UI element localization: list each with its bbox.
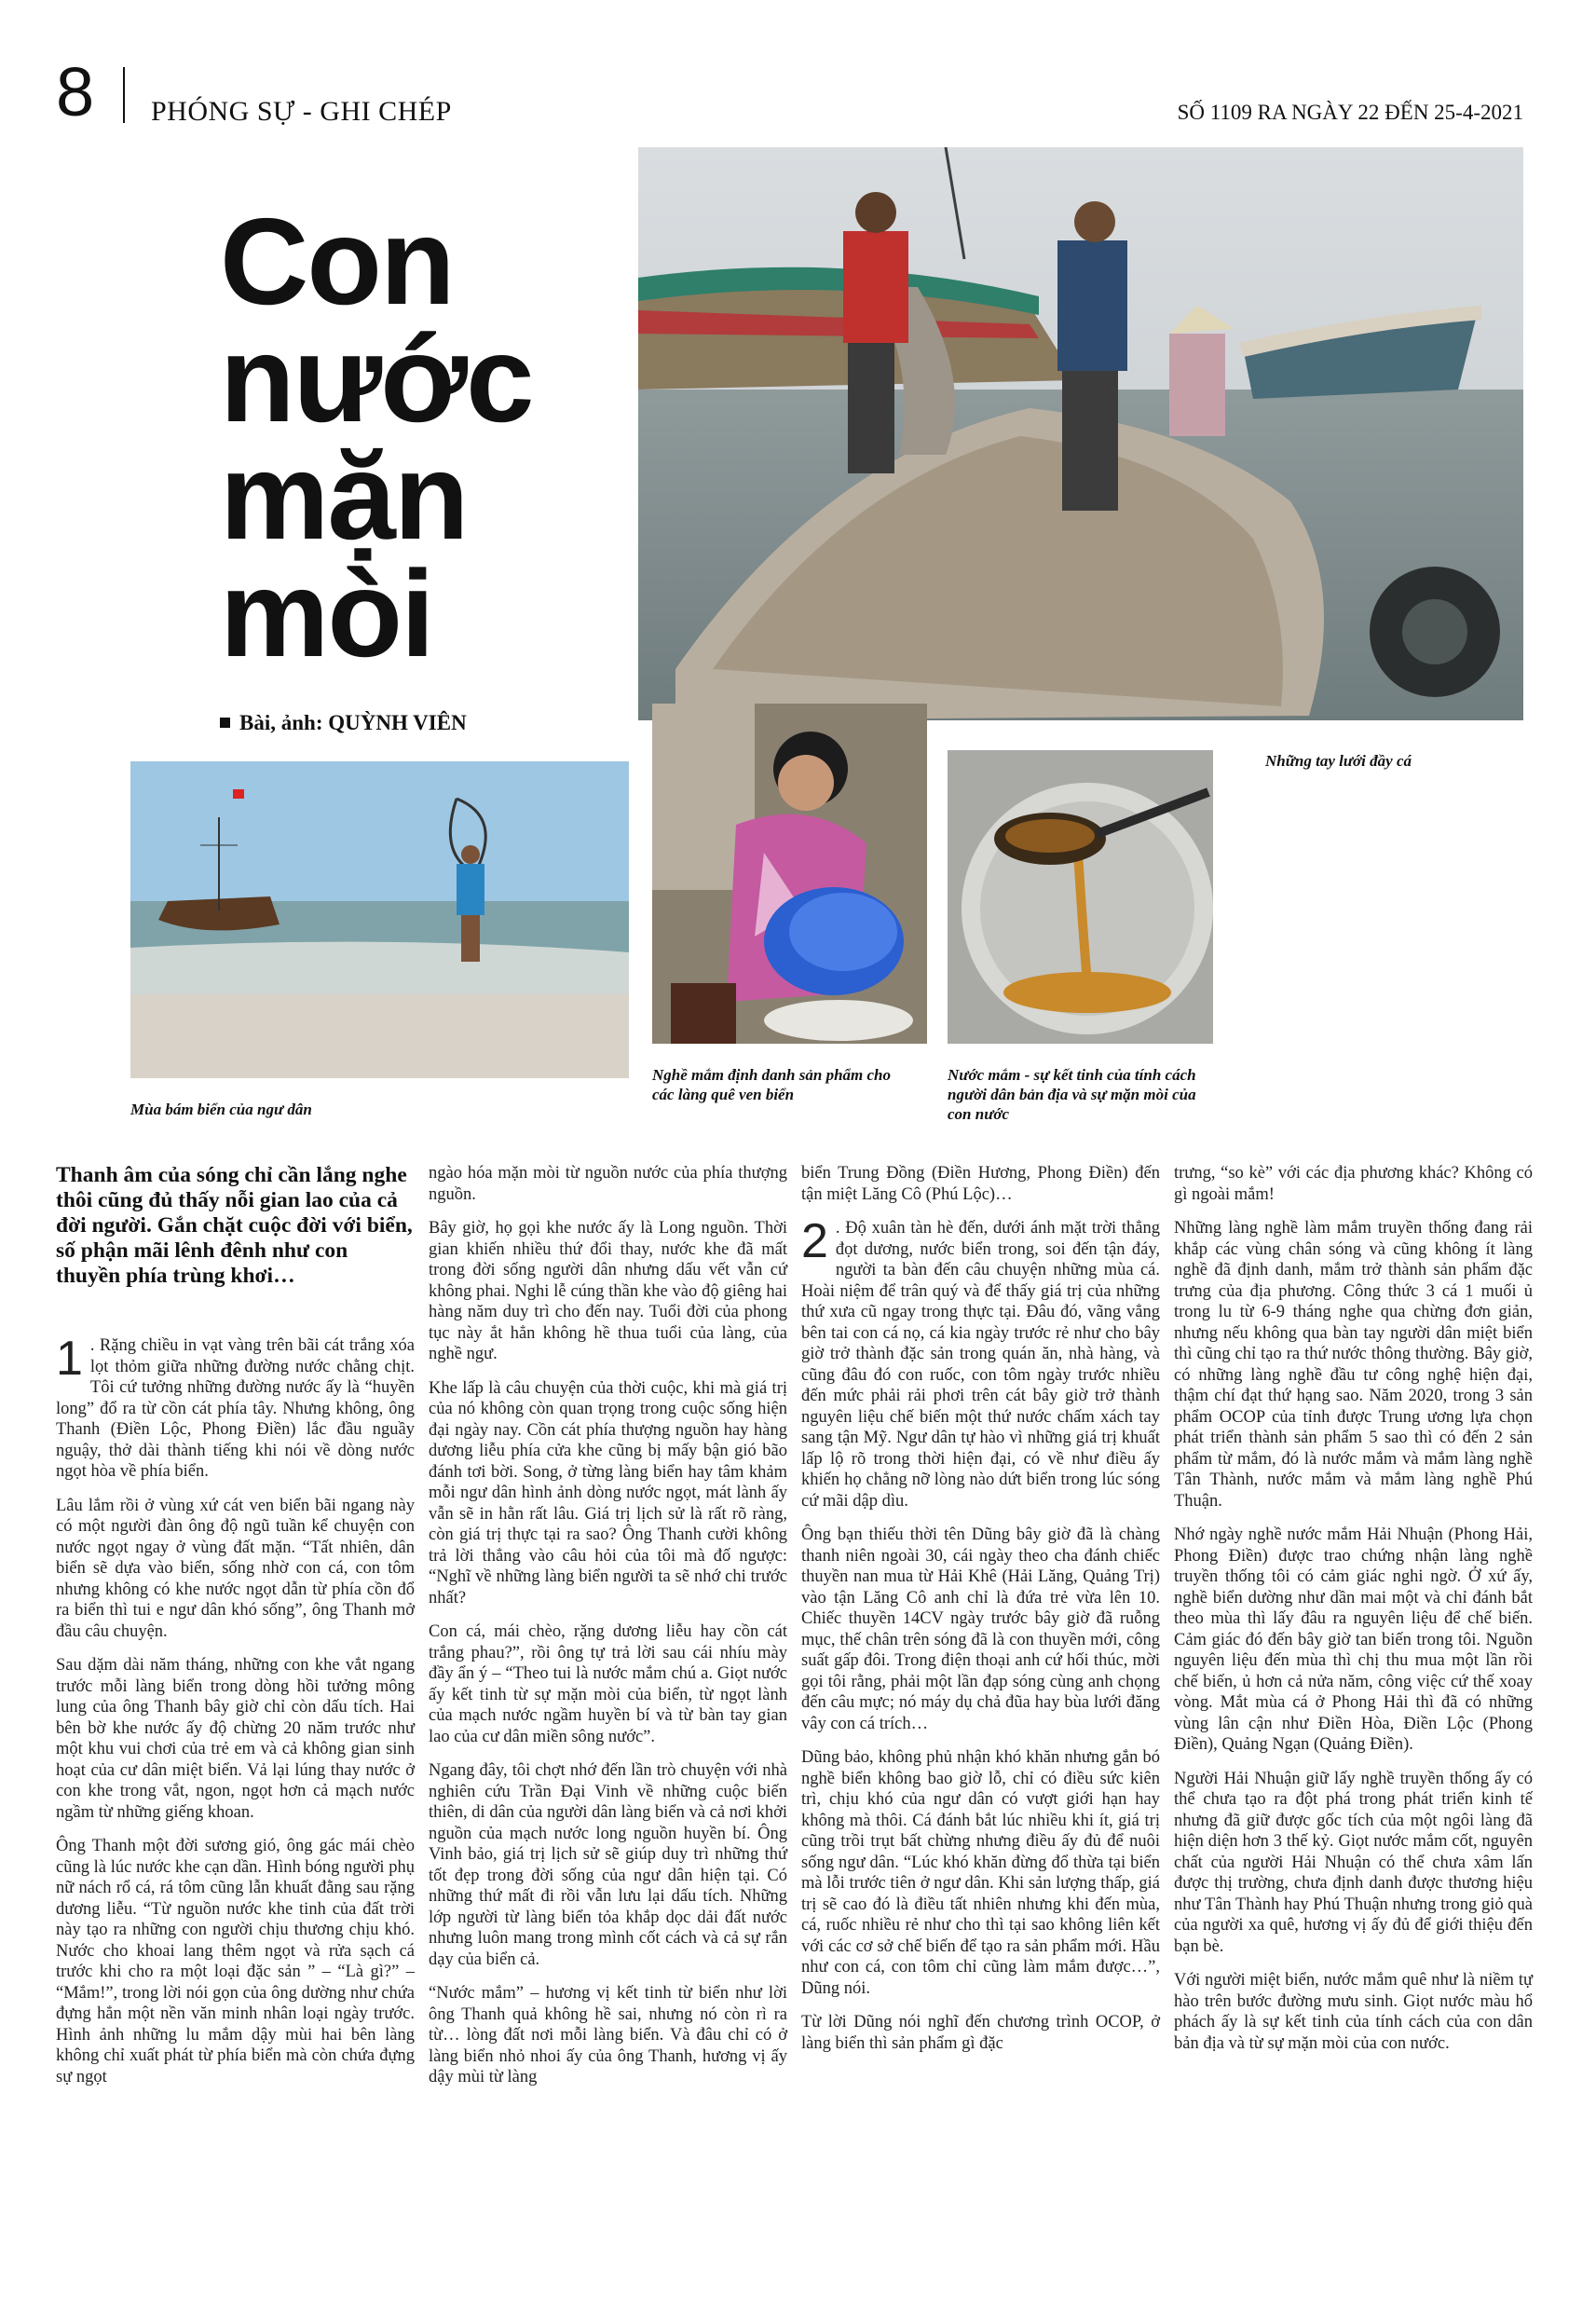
byline (220, 711, 467, 735)
caption-beach: Mùa bám biển của ngư dân (130, 1101, 312, 1118)
bullet-square-icon (220, 718, 230, 728)
section-number: 1 (56, 1332, 83, 1386)
article-paragraph: Nhớ ngày nghề nước mắm Hải Nhuận (Phong Hải, Phong Điền) được trao chứng nhận làng nghề truyền thống tôi có cảm giác nghi ngờ. Ở xứ ấy, nghề biển dường như dần mai một và chỉ đánh bắt theo mùa thì lấy đâu ra nguyên liệu để chế biến. Cảm giác đó đến bây giờ tan biến trong tôi. Nguồn nguyên liệu đến mùa thì chị thu mua một lần rồi chế biến, ủ hơn cả nửa năm, công việc cứ thế xoay vòng. Mắt mùa cá ở Phong Hải thì đã có những vùng lân cận như Điền Hòa, Điền Lộc (Phong Điền), Quảng Ngạn (Quảng Điền). (1174, 1525, 1533, 1754)
article-paragraph: Con cá, mái chèo, rặng dương liễu hay cồn cát trắng phau?”, rồi ông tự trả lời sau cái nhíu mày đầy ẩn ý – “Theo tui là nước mắm chú a. Giọt nước ấy kết tinh từ sự mặn mòi của biển, từ ngọt lành của mạch nước ngầm huyền bí và từ bàn tay gian lao của cư dân miền sông nước”. (429, 1622, 787, 1746)
title-line: mặn (220, 428, 468, 565)
section-number: 2 (801, 1214, 828, 1268)
article-paragraph: Ngang đây, tôi chợt nhớ đến lần trò chuyện với nhà nghiên cứu Trần Đại Vinh về những cuộc biến thiên, di dân của người dân làng biển và cả nơi khởi nguồn của mạch nước long nguồn huyền bí. Ông Vinh bảo, giá trị lịch sử sẽ giúp duy trì những thứ tốt đẹp trong đời sống của ngư dân hiện tại. Có những thứ mất đi rồi vẫn lưu lại dấu tích. Những lớp người từ làng biển tỏa khắp dọc dải đất nước nhưng luôn mang trong mình cốt cách và cả sự rắn dạy của biển cả. (429, 1761, 787, 1969)
title-line: mòi (220, 545, 433, 682)
article-paragraph: Sau dặm dài năm tháng, những con khe vắt ngang trước mỗi làng biển trong dòng hồi tưởng mông lung của ông Thanh bây giờ chỉ còn dấu tích. Hai bên bờ khe nước ấy độ chừng 20 năm trước như một khu vui chơi của trẻ em và cả không gian sinh hoạt của cư dân miệt biển. Vả lại lúng thay nước ở con khe trong vắt, ngon, ngọt hơn cả mạch nước ngầm từ những giếng khoan. (56, 1656, 415, 1822)
title-line: nước (220, 310, 533, 447)
article-paragraph: biển Trung Đồng (Điền Hương, Phong Điền) đến tận miệt Lăng Cô (Phú Lộc)… (801, 1164, 1160, 1204)
photo-fishermen (638, 147, 1523, 720)
article-paragraph: Khe lấp là câu chuyện của thời cuộc, khi mà giá trị của nó không còn quan trọng trong cuộc sống hiện đại ngày nay. Cồn cát phía thượng nguồn hay hàng dương liễu phía cửa khe cũng bị mấy bận gió bão đánh tơi bời. Song, ở từng làng biển hay tâm khảm mỗi ngư dân hình ảnh dòng nước ngọt, mát lành ấy vẫn sẽ in hằn rất lâu. Giá trị lịch sử là rất rõ ràng, còn giá trị thực tại ra sao? Ông Thanh cười không trả lời thẳng vào câu hỏi của tôi mà đố ngược: “Nghĩ về những làng biển người ta sẽ nhớ chi trước nhất? (429, 1378, 787, 1607)
photo-fish-sauce (948, 750, 1213, 1044)
issue-info: SỐ 1109 RA NGÀY 22 ĐẾN 25-4-2021 (1177, 101, 1523, 124)
article-paragraph: Người Hải Nhuận giữ lấy nghề truyền thống ấy có thể chưa tạo ra đột phá trong phát triển kinh tế nhưng đã giữ được gốc tích của một ngôi làng đã hiện diện hơn 3 thế kỷ. Giọt nước mắm cốt, nguyên chất của người Hải Nhuận có thể chưa xâm lấn được thị trường, chưa định danh được thương hiệu như Tân Thành hay Phú Thuận nhưng trong giỏ quà của người xa quê, hương vị ấy đủ để giới thiệu đến bạn bè. (1174, 1769, 1533, 1956)
article-paragraph: Bây giờ, họ gọi khe nước ấy là Long nguồn. Thời gian khiến nhiều thứ đổi thay, nước khe đã mất trong đời sống người dân nhưng dấu vết vẫn cứ không phai. Nghi lễ cúng thần khe vào độ giêng hai hàng năm duy trì cho đến nay. Tuổi đời của phong tục này ắt hẳn không hề thua tuổi của làng, của nghề ngư. (429, 1219, 787, 1363)
page-number: 8 (56, 53, 95, 130)
article-paragraph: Với người miệt biển, nước mắm quê như là niềm tự hào trên bước đường mưu sinh. Giọt nước màu hổ phách ấy là sự kết tinh của tính cách của con dân bản địa và từ sự mặn mòi của con nước. (1174, 1971, 1533, 2053)
article-lead: Thanh âm của sóng chỉ cần lắng nghe thôi cũng đủ thấy nỗi gian lao của cả đời người. Gắn chặt cuộc đời với biển, số phận mãi lênh đênh như con thuyền phía trùng khơi… (56, 1163, 413, 1288)
paragraph-text: . Độ xuân tàn hè đến, dưới ánh mặt trời thẳng đọt dương, nước biển trong, soi đến tận đáy, người ta bàn đến câu chuyện những mùa cá. Hoài niệm để trân quý và để thấy giá trị của những thứ xưa cũ ngay trong thực tại. Đâu đó, vãng vẳng bên tai con cá nọ, cá kia ngày trước rẻ như cho bây giờ trở thành đặc sản trong quán ăn, nhà hàng, và cũng đâu đó con ruốc, con tôm ngày trước nhiều đến mức phải rải phơi trên cát bây giờ trở thành nguyên liệu chế biến một thứ nước chấm xách tay sang tận Mỹ. Ngư dân tự hào vì những giá trị khuất lấp lộ rõ trong thời hiện đại, có về như điều ấy khiến họ chẳng nỡ lòng nào dứt biển trong lúc sóng cứ mãi dập dìu. (801, 1219, 1160, 1511)
article-paragraph: Ông Thanh một đời sương gió, ông gác mái chèo cũng là lúc nước khe cạn dần. Hình bóng người phụ nữ nách rổ cá, rá tôm cũng lẫn khuất đằng sau rặng dương liễu. “Từ nguồn nước khe tinh của đất trời này tạo ra những con người chịu thương chịu khó. Nước cho khoai lang thêm ngọt và rửa sạch cá trước khi cho ra một loại đặc sản ” – “Là gì?” – “Mắm!”, trong lời nói gọn của ông dường như chứa đựng hẳn một nền văn minh nhân loại ngày trước. Hình ảnh những lu mắm dậy mùi hai bên làng không chỉ xuất phát từ phía biển mà còn chứa đựng sự ngọt (56, 1837, 415, 2086)
article-paragraph: Lâu lắm rồi ở vùng xứ cát ven biển bãi ngang này có một người đàn ông độ ngũ tuần kể chuyện con nước ngọt ngay ở vùng đất mặn. “Tất nhiên, dân biển sẽ dựa vào biển, sống nhờ con cá, con tôm nhưng không có khe nước ngọt dẫn từ phía cồn đổ ra biển thì tui e ngư dân khó sống”, ông Thanh mở đầu câu chuyện. (56, 1496, 415, 1641)
article-paragraph (801, 1214, 1160, 1512)
article-paragraph: ngào hóa mặn mòi từ nguồn nước của phía thượng nguồn. (429, 1164, 787, 1204)
article-column-1 (56, 1163, 415, 2100)
byline-text: Bài, ảnh: QUỲNH VIÊN (239, 711, 467, 734)
article-paragraph: Ông bạn thiếu thời tên Dũng bây giờ đã là chàng thanh niên ngoài 30, cái ngày theo cha đánh chiếc thuyền nan mua từ Hải Khê (Hải Lăng, Quảng Trị) vào tận Lăng Cô anh chỉ là đứa trẻ vừa lên 10. Chiếc thuyền 14CV ngày trước bây giờ đã ruỗng mục, thế chân trên sóng đã là con thuyền mới, công suất gấp đôi. Trong điện thoại anh cứ hối thúc, mời gọi tôi rằng, phải một lần đạp sóng cùng anh chọng đến câu mực; nó máy dụ chả đũa hay bùa lưới đăng vây con cá trích… (801, 1525, 1160, 1733)
caption-fishermen: Những tay lưới đầy cá (1265, 752, 1412, 770)
title-line: Con (220, 193, 454, 330)
caption-fish-sauce: Nước mắm - sự kết tinh của tính cách người dân bản địa và sự mặn mòi của con nước (948, 1066, 1196, 1123)
article-paragraph: trưng, “so kè” với các địa phương khác? Không có gì ngoài mắm! (1174, 1164, 1533, 1204)
article-paragraph: Dũng bảo, không phủ nhận khó khăn nhưng gắn bó nghề biển không bao giờ lỗ, chỉ có điều sức kiên trì, chịu khó của ngư dân có vượt giới hạn hay không mà thôi. Cá đánh bắt lúc nhiều khi ít, giá trị cũng trồi trụt bất chừng nhưng điều ấy đủ để nuôi sống ngư dân. “Lúc khó khăn đừng đổ thừa tại biển mà lỗi trước tiên ở ngư dân. Khi sản lượng thấp, giá trị sẽ cao đó là điều tất nhiên nhưng khi đến mùa, cá, ruốc nhiều rẻ như cho thì tại sao không liên kết với các cơ sở chế biến để tạo ra sản phẩm mới. Hầu như con cá, con tôm chỉ cũng làm mắm được…”, Dũng nói. (801, 1748, 1160, 1998)
article-column-2 (429, 1163, 787, 2101)
article-paragraph: Từ lời Dũng nói nghĩ đến chương trình OCOP, ở làng biển thì sản phẩm gì đặc (801, 2013, 1160, 2053)
paragraph-text: . Rặng chiều in vạt vàng trên bãi cát trắng xóa lọt thỏm giữa những đường nước chằng chịt. Tôi cứ tưởng những đường nước ấy là “huyền long” đổ ra từ cồn cát phía tây. Nhưng không, ông Thanh (Điền Lộc, Phong Điền) lắc đầu nguầy nguậy, thở dài thành tiếng khi nói về dòng nước ngọt hòa về phía biển. (56, 1336, 415, 1481)
photo-beach (130, 761, 629, 1078)
article-paragraph: “Nước mắm” – hương vị kết tinh từ biển như lời ông Thanh quả không hề sai, nhưng nó còn rì ra từ… lòng đất nơi mỗi làng biển. Và đâu chỉ có ở làng biển nhỏ nhoi ấy của ông Thanh, hương vị ấy dậy mùi từ làng (429, 1984, 787, 2086)
caption-woman: Nghề mắm định danh sản phẩm cho các làng quê ven biển (652, 1066, 892, 1103)
article-column-4 (1174, 1163, 1533, 2067)
article-paragraph: Những làng nghề làm mắm truyền thống đang rải khắp các vùng chân sóng và cũng không ít làng nghề đã định danh, mắm trở thành sản phẩm đặc trưng của địa phương. Công thức 3 cá 1 muối ủ trong lu từ 6-9 tháng nghe qua chừng đơn giản, nhưng nếu không qua bàn tay người dân miệt biển thì cũng chỉ tạo ra thứ nước thông thường. Bây giờ, có những làng nghề đầu tư công nghệ hiện đại, thậm chí đạt thứ hạng sao. Năm 2020, trong 3 sản phẩm OCOP của tỉnh được Trung ương lựa chọn phát triển thành sản phẩm 5 sao thì có đến 2 sản phẩm từ mắm, đó là nước mắm và mắm làng nghề Tân Thành, nước mắm và mắm làng nghề Phú Thuận. (1174, 1219, 1533, 1511)
article-column-3 (801, 1163, 1160, 2067)
article-title (220, 193, 533, 682)
photo-woman (652, 704, 927, 1044)
section-title: PHÓNG SỰ - GHI CHÉP (151, 96, 452, 127)
article-paragraph (56, 1332, 415, 1483)
header-divider (123, 67, 125, 123)
